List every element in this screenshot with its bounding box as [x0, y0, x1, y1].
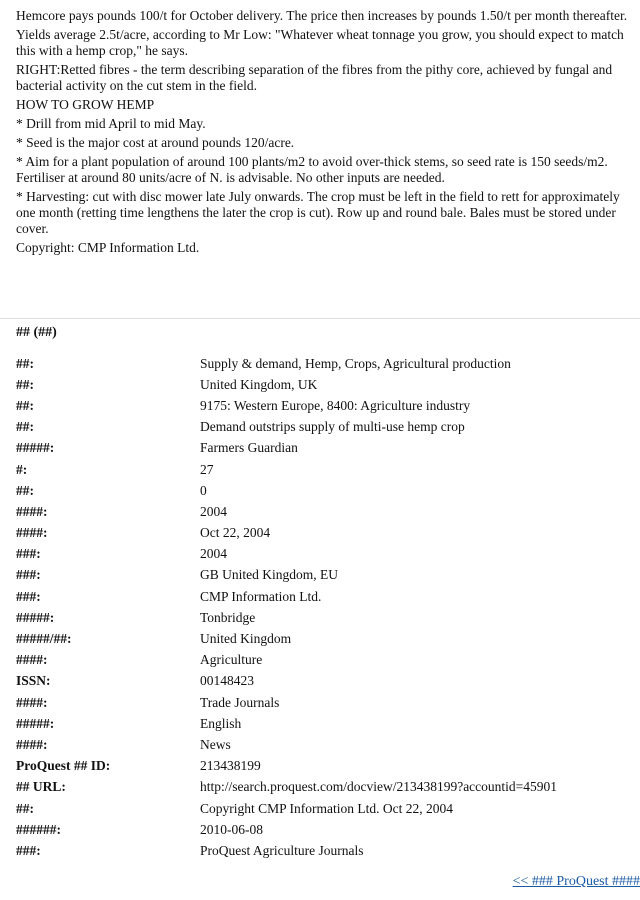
metadata-label: ###:	[16, 842, 41, 858]
metadata-label: ISSN:	[16, 673, 51, 689]
metadata-value: Agriculture	[200, 652, 263, 668]
metadata-row	[16, 650, 636, 671]
back-to-proquest-link[interactable]: << ### ProQuest ####	[512, 874, 640, 889]
metadata-value: United Kingdom	[200, 631, 292, 647]
article-paragraph: Hemcore pays pounds 100/t for October delivery. The price then increases by pounds 1.50/t per month thereafter.	[16, 8, 628, 23]
metadata-label: #####:	[16, 609, 55, 625]
metadata-label: ProQuest ## ID:	[16, 758, 111, 774]
metadata-value: Trade Journals	[200, 694, 280, 710]
metadata-label: ###:	[16, 546, 41, 562]
metadata-value: English	[200, 715, 242, 731]
metadata-row	[16, 480, 636, 501]
metadata-value: 2010-06-08	[200, 821, 263, 837]
article-paragraph: RIGHT:Retted fibres - the term describing separation of the fibres from the pithy core, achieved by fungal and bacterial activity on the cut stem in the field.	[16, 62, 613, 93]
metadata-value: 00148423	[200, 673, 254, 689]
metadata-value: Copyright CMP Information Ltd. Oct 22, 2004	[200, 800, 453, 816]
article-bullet: * Aim for a plant population of around 100 plants/m2 to avoid over-thick stems, so seed rate is 150 seeds/m2. Fertiliser at around 80 units/acre of N. is advisable. No other inputs are needed.	[16, 154, 608, 185]
metadata-value: Oct 22, 2004	[200, 525, 271, 541]
metadata-label: ####:	[16, 652, 48, 668]
metadata-row	[16, 374, 636, 395]
metadata-row	[16, 501, 636, 522]
metadata-row	[16, 628, 636, 649]
metadata-row	[16, 523, 636, 544]
metadata-row	[16, 607, 636, 628]
metadata-row	[16, 756, 636, 777]
metadata-row	[16, 565, 636, 586]
article-paragraph: Yields average 2.5t/acre, according to Mr Low: "Whatever wheat tonnage you grow, you should expect to match this with a hemp crop," he says.	[16, 27, 624, 58]
article-bullet: * Harvesting: cut with disc mower late July onwards. The crop must be left in the field to rett for approximately one month (retting time lengthens the later the crop is cut). Row up and round bale. Bales must be stored under cover.	[16, 189, 620, 236]
metadata-value: Demand outstrips supply of multi-use hemp crop	[200, 419, 465, 435]
metadata-value: Tonbridge	[200, 609, 256, 625]
metadata-row	[16, 734, 636, 755]
metadata-label: ###:	[16, 567, 41, 583]
metadata-value: CMP Information Ltd.	[200, 588, 322, 604]
section-heading: HOW TO GROW HEMP	[16, 97, 155, 112]
metadata-table	[16, 353, 636, 862]
metadata-row	[16, 798, 636, 819]
metadata-label: ##:	[16, 482, 34, 498]
metadata-row	[16, 544, 636, 565]
metadata-row	[16, 713, 636, 734]
metadata-value: ProQuest Agriculture Journals	[200, 842, 364, 858]
metadata-row	[16, 395, 636, 416]
metadata-heading: ## (##)	[16, 325, 57, 340]
metadata-row	[16, 819, 636, 840]
metadata-value: GB United Kingdom, EU	[200, 567, 338, 583]
metadata-label: ####:	[16, 736, 48, 752]
section-divider	[0, 318, 640, 319]
metadata-label: ##:	[16, 397, 34, 413]
article-bullet: * Seed is the major cost at around pounds 120/acre.	[16, 135, 295, 150]
metadata-label: ###:	[16, 588, 41, 604]
metadata-label: #:	[16, 461, 28, 477]
metadata-label: ##:	[16, 376, 34, 392]
article-bullet: * Drill from mid April to mid May.	[16, 116, 206, 131]
metadata-label: #####/##:	[16, 631, 72, 647]
metadata-value: 2004	[200, 546, 227, 562]
metadata-value: 2004	[200, 503, 227, 519]
metadata-row	[16, 438, 636, 459]
metadata-label: ######:	[16, 821, 61, 837]
metadata-label: ####:	[16, 525, 48, 541]
metadata-value: Farmers Guardian	[200, 440, 298, 456]
metadata-label: ##:	[16, 355, 34, 371]
metadata-row	[16, 777, 636, 798]
metadata-value: 0	[200, 482, 207, 498]
metadata-row	[16, 459, 636, 480]
metadata-row	[16, 840, 636, 861]
metadata-label: #####:	[16, 440, 55, 456]
metadata-value: 27	[200, 461, 214, 477]
metadata-label: ####:	[16, 503, 48, 519]
metadata-value: United Kingdom, UK	[200, 376, 318, 392]
metadata-value: 9175: Western Europe, 8400: Agriculture industry	[200, 397, 471, 413]
metadata-row	[16, 671, 636, 692]
copyright-line: Copyright: CMP Information Ltd.	[16, 240, 200, 255]
metadata-value: News	[200, 736, 231, 752]
metadata-label: #####:	[16, 715, 55, 731]
article-body	[16, 8, 636, 259]
metadata-value: 213438199	[200, 758, 261, 774]
metadata-value: http://search.proquest.com/docview/213438199?accountid=45901	[200, 779, 558, 795]
metadata-row	[16, 586, 636, 607]
metadata-row	[16, 353, 636, 374]
metadata-label: ##:	[16, 800, 34, 816]
metadata-row	[16, 692, 636, 713]
metadata-label: ## URL:	[16, 779, 66, 795]
metadata-label: ##:	[16, 419, 34, 435]
metadata-row	[16, 417, 636, 438]
metadata-value: Supply & demand, Hemp, Crops, Agricultural production	[200, 355, 511, 371]
metadata-label: ####:	[16, 694, 48, 710]
